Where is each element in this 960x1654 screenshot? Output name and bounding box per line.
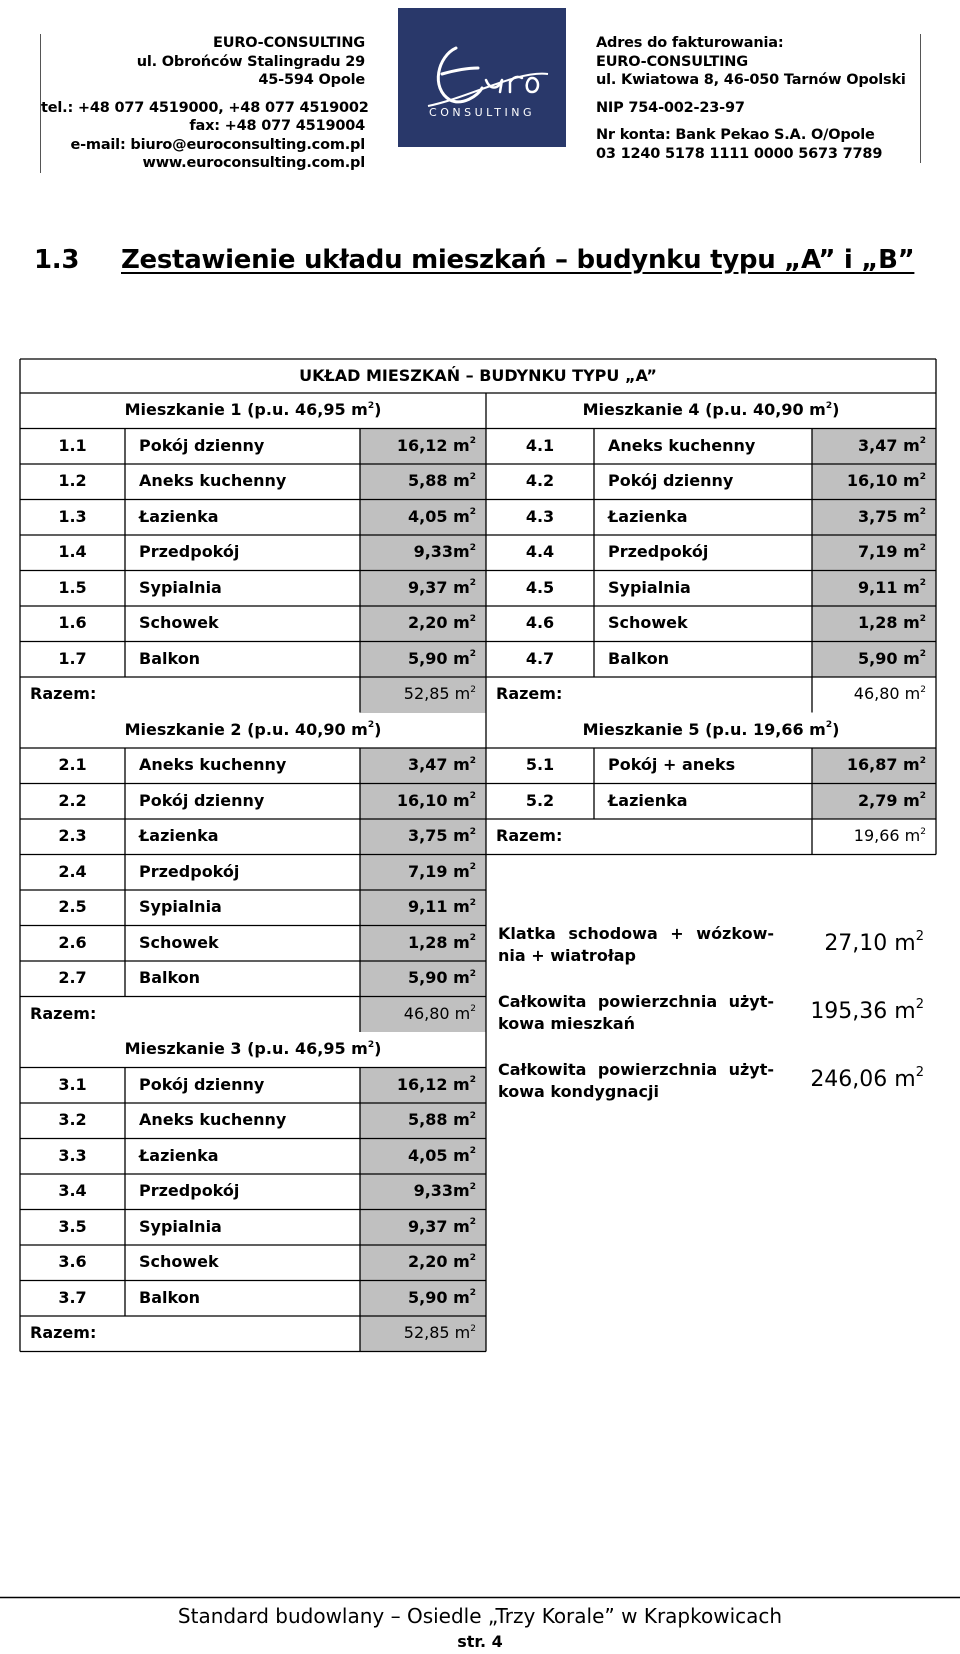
room-number: 3.4 (58, 1181, 87, 1200)
room-number: 2.4 (58, 861, 87, 881)
room-number: 1.4 (58, 542, 87, 561)
total-area: 19,66 $m^2$ (853, 826, 926, 845)
room-name: Łazienka (608, 790, 688, 810)
room-area: 5,90 $m^2$ (360, 961, 486, 997)
total-label: Razem: (30, 684, 97, 703)
room-name: Balkon (608, 648, 670, 668)
room-area: 1,28 $m^2$ (360, 926, 486, 962)
room-name: Schowek (139, 932, 219, 952)
section-number: 1.3 (34, 245, 80, 275)
room-area: 16,10 $m^2$ (812, 464, 936, 500)
total-area: 46,80 $m^2$ (853, 684, 926, 703)
summary-value-3: 246,06 $m^2$ (810, 1065, 924, 1092)
room-number: 1.7 (58, 648, 87, 668)
total-label: Razem: (30, 1003, 97, 1023)
room-name: Łazienka (139, 506, 219, 526)
room-name: Sypialnia (139, 577, 222, 597)
billing-address-block (596, 34, 921, 163)
room-number: 5.2 (525, 790, 555, 810)
summary-label-2: Całkowita powierzchnia użyt-kowa mieszkań (498, 991, 774, 1033)
summary-value-1: 27,10 $m^2$ (824, 929, 924, 956)
room-name: Aneks kuchenny (139, 755, 287, 774)
room-name: Pokój dzienny (139, 435, 265, 455)
summary-label-1: Klatka schodowa + wózkow-nia + wiatrołap (498, 923, 774, 965)
room-number: 4.4 (525, 542, 555, 561)
billing-address-line: ul. Kwiatowa 8, 46-050 Tarnów Opolski (596, 72, 906, 88)
room-area: 3,75 $m^2$ (360, 819, 486, 855)
room-area: 16,87 $m^2$ (812, 748, 936, 784)
room-number: 2.2 (58, 790, 87, 810)
room-name: Pokój + aneks (608, 755, 736, 774)
room-name: Schowek (139, 613, 219, 632)
room-number: 2.3 (58, 826, 87, 845)
room-number: 2.5 (58, 897, 87, 916)
billing-address-line (596, 90, 920, 99)
room-name: Aneks kuchenny (139, 471, 287, 490)
section-title (34, 245, 914, 275)
room-area: 9,11 $m^2$ (812, 571, 936, 607)
room-area: 5,88 $m^2$ (360, 1103, 486, 1139)
room-area: 3,75 $m^2$ (812, 500, 936, 536)
room-area: 5,90 $m^2$ (360, 642, 486, 678)
euro-consulting-logo (398, 8, 566, 147)
room-number: 4.2 (525, 471, 555, 490)
apartment-heading-5: Mieszkanie 5 (p.u. 19,66 $m^2$) (582, 719, 840, 739)
room-number: 3.5 (58, 1216, 87, 1236)
room-number: 4.3 (525, 506, 555, 526)
total-area: 52,85 $m^2$ (360, 1316, 486, 1352)
billing-address-line: EURO-CONSULTING (596, 53, 748, 70)
room-name: Sypialnia (139, 1216, 222, 1236)
room-number: 1.6 (58, 613, 87, 632)
total-area: 46,80 $m^2$ (360, 997, 486, 1033)
room-area: 3,47 $m^2$ (812, 429, 936, 465)
company-address-line: www.euroconsulting.com.pl (142, 155, 365, 171)
company-address-line: fax: +48 077 4519004 (189, 118, 365, 134)
footer-divider (0, 1596, 960, 1600)
room-number: 4.7 (525, 648, 555, 668)
section-heading: Zestawienie układu mieszkań – budynku typu „A” i „B” (121, 245, 915, 275)
room-number: 3.3 (58, 1145, 87, 1165)
room-area: 16,10 $m^2$ (360, 784, 486, 820)
room-name: Aneks kuchenny (608, 435, 756, 455)
apartment-heading-1: Mieszkanie 1 (p.u. 46,95 $m^2$) (124, 400, 382, 419)
apartment-heading-2: Mieszkanie 2 (p.u. 40,90 $m^2$) (124, 719, 382, 739)
room-area: $9,33m^2$ (360, 1174, 486, 1210)
summary-label-3: Całkowita powierzchnia użyt-kowa kondygnacji (498, 1059, 774, 1101)
room-name: Pokój dzienny (139, 790, 265, 810)
total-label: Razem: (30, 1323, 97, 1342)
room-number: 3.2 (58, 1110, 87, 1129)
company-address-line: tel.: +48 077 4519000, +48 077 4519002 (41, 99, 369, 116)
room-number: 3.7 (58, 1287, 87, 1307)
billing-address-line: NIP 754-002-23-97 (596, 99, 745, 116)
room-area: $9,33m^2$ (360, 535, 486, 571)
room-area: 3,47 $m^2$ (360, 748, 486, 784)
room-number: 1.3 (58, 506, 87, 526)
room-area: 2,20 $m^2$ (360, 1245, 486, 1281)
room-area: 5,90 $m^2$ (812, 642, 936, 678)
company-address-block (40, 34, 369, 173)
company-address-line (41, 90, 365, 99)
room-area: 7,19 $m^2$ (360, 855, 486, 891)
billing-address-line (596, 117, 920, 126)
room-name: Schowek (139, 1252, 219, 1271)
total-label: Razem: (496, 684, 563, 703)
page-number: str. 4 (457, 1632, 503, 1651)
room-number: 4.1 (525, 435, 555, 455)
total-label: Razem: (496, 826, 563, 845)
room-name: Balkon (139, 968, 201, 987)
room-name: Przedpokój (139, 542, 240, 561)
room-number: 4.5 (525, 577, 555, 597)
company-address-line: 45-594 Opole (258, 72, 365, 88)
company-address-line: ul. Obrońców Stalingradu 29 (136, 53, 365, 70)
room-name: Przedpokój (608, 542, 709, 561)
room-number: 2.6 (58, 932, 87, 952)
room-name: Balkon (139, 1287, 201, 1307)
billing-address-line: 03 1240 5178 1111 0000 5673 7789 (596, 145, 883, 162)
summary-value-2: 195,36 $m^2$ (810, 997, 924, 1024)
room-name: Sypialnia (139, 897, 222, 916)
apartment-heading-3: Mieszkanie 3 (p.u. 46,95 $m^2$) (124, 1039, 382, 1058)
room-name: Schowek (608, 613, 688, 632)
room-number: 3.6 (58, 1252, 87, 1271)
room-number: 3.1 (58, 1074, 87, 1094)
billing-address-line: Adres do fakturowania: (596, 35, 784, 51)
apartment-heading-4: Mieszkanie 4 (p.u. 40,90 $m^2$) (582, 400, 840, 419)
room-area: 2,79 $m^2$ (812, 784, 936, 820)
room-area: 5,90 $m^2$ (360, 1281, 486, 1317)
room-area: 9,11 $m^2$ (360, 890, 486, 926)
footer-text: Standard budowlany – Osiedle „Trzy Korale” w Krapkowicach (177, 1604, 783, 1628)
room-number: 1.1 (58, 435, 87, 455)
room-number: 1.2 (58, 471, 87, 490)
room-area: 7,19 $m^2$ (812, 535, 936, 571)
room-name: Łazienka (608, 506, 688, 526)
company-address-line: EURO-CONSULTING (213, 35, 365, 51)
room-area: 16,12 $m^2$ (360, 1068, 486, 1104)
room-number: 4.6 (525, 613, 555, 632)
room-area: 5,88 $m^2$ (360, 464, 486, 500)
room-name: Pokój dzienny (139, 1074, 265, 1094)
room-name: Przedpokój (139, 861, 240, 881)
room-name: Pokój dzienny (608, 471, 734, 490)
room-number: 2.7 (58, 968, 87, 987)
room-name: Łazienka (139, 1145, 219, 1165)
room-name: Przedpokój (139, 1181, 240, 1200)
room-name: Łazienka (139, 826, 219, 845)
total-area: 52,85 $m^2$ (360, 677, 486, 713)
billing-address-line: Nr konta: Bank Pekao S.A. O/Opole (596, 127, 875, 143)
room-number: 5.1 (525, 755, 555, 774)
svg-text:CONSULTING: CONSULTING (429, 106, 535, 119)
room-area: 9,37 $m^2$ (360, 571, 486, 607)
room-number: 1.5 (58, 577, 87, 597)
room-area: 16,12 $m^2$ (360, 429, 486, 465)
room-area: 9,37 $m^2$ (360, 1210, 486, 1246)
room-name: Balkon (139, 648, 201, 668)
room-name: Aneks kuchenny (139, 1110, 287, 1129)
table-caption: UKŁAD MIESZKAŃ – BUDYNKU TYPU „A” (299, 366, 657, 385)
room-area: 4,05 $m^2$ (360, 1139, 486, 1175)
company-address-line: e-mail: biuro@euroconsulting.com.pl (70, 136, 365, 153)
room-area: 1,28 $m^2$ (812, 606, 936, 642)
room-area: 4,05 $m^2$ (360, 500, 486, 536)
room-number: 2.1 (58, 755, 87, 774)
room-area: 2,20 $m^2$ (360, 606, 486, 642)
room-name: Sypialnia (608, 577, 691, 597)
